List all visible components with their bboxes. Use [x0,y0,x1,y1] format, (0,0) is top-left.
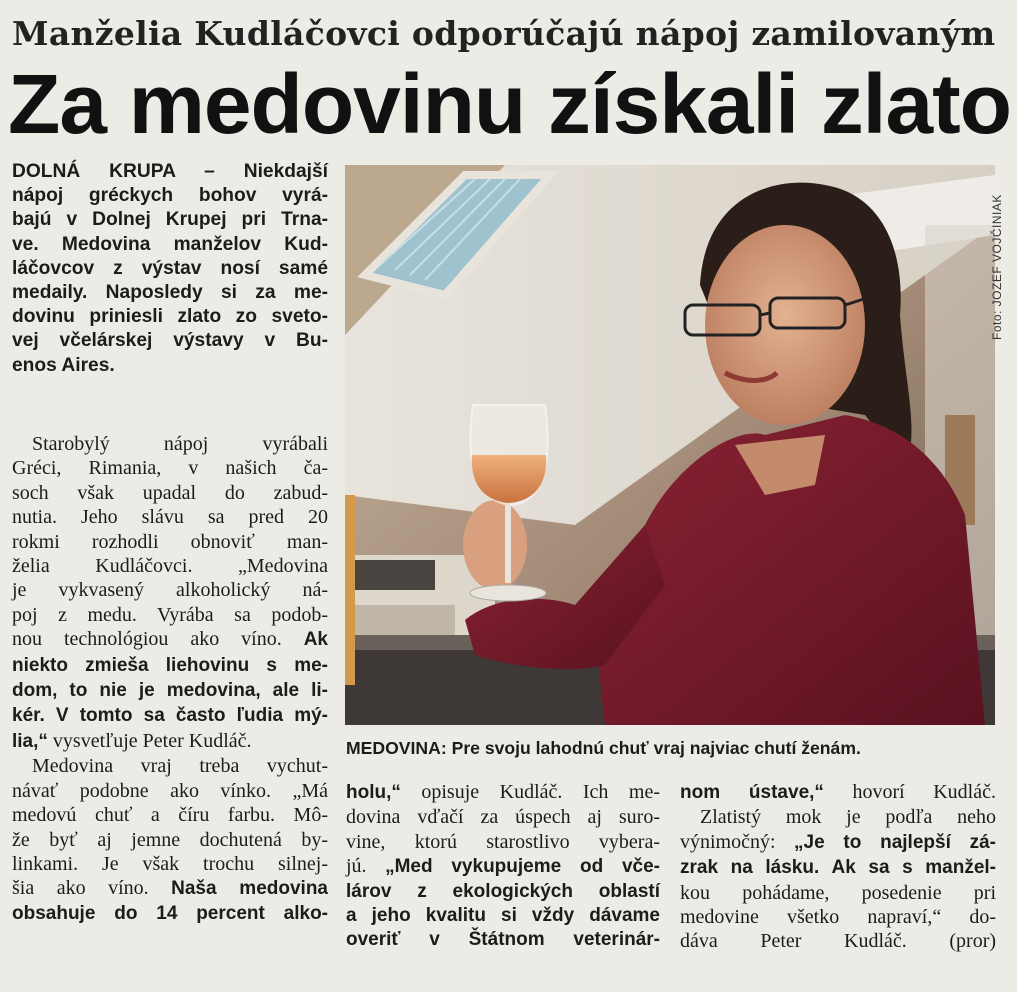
text-line: medovú chuť a číru farbu. Mô- [12,804,328,827]
text-line [12,678,328,703]
text: výnimočný: [680,830,776,853]
bold-text: Ak sa s manžel- [831,857,997,879]
column-2-bold-lines [346,880,660,929]
text-line: soch však upadal do zabud- [12,481,328,504]
bold-text: lia,“ [12,730,48,752]
column-3-line [680,780,996,805]
text-line: dovinu priniesli zlato zo sveto- [12,306,328,328]
text-line: medovine všetko napraví,“ do- [680,906,996,929]
text-line: rokmi rozhodli obnoviť man- [12,530,328,553]
text-line: a jeho kvalitu si vždy dávame [346,905,660,927]
text: opisuje Kudláč. Ich me- [421,781,660,803]
text-line: dovina vďačí za úspech aj suro- [346,806,660,829]
text-line: Medovina vraj treba vychut- [32,755,328,778]
text-line: bajú v Dolnej Krupej pri Trna- [12,209,328,231]
text-line: enos Aires. [12,354,115,376]
text-line: DOLNÁ KRUPA – Niekdajší [12,161,328,182]
text-line: ve. Medovina manželov Kud- [12,233,328,255]
column-2 [346,780,660,953]
column-2-line: overiť v Štátnom veterinár- [346,929,660,951]
attribution: vysvetľuje Peter Kudláč. [47,729,252,752]
photo [345,165,995,725]
text-line: poj z medu. Vyrába sa podob- [12,603,328,626]
lead-paragraph [12,160,328,378]
column-3-line [680,855,996,880]
signature: (pror) [949,930,997,953]
text-line: nou technológiou ako víno. Ak [12,628,328,651]
column-2-line [346,854,660,879]
text-line: obsahuje do 14 percent alko- [12,902,328,924]
column-1-paragraph-1 [12,432,328,653]
column-1 [12,432,328,926]
text: hovorí Kudláč. [852,781,996,803]
text-line: želia Kudláčovci. „Medovina [12,555,328,578]
text-line: láčovcov z výstav nosí samé [12,257,328,279]
kicker: Manželia Kudláčovci odporúčajú nápoj zamilovaným [12,14,996,53]
text-line: Gréci, Rimania, v našich ča- [12,457,328,480]
column-3 [680,780,996,954]
text-line [12,653,328,678]
text-line: Starobylý nápoj vyrábali [32,433,328,455]
text-line: nutia. Jeho slávu sa pred 20 [12,506,328,529]
woman-with-glass-photo [345,165,995,725]
bold-text: Ak [303,629,328,651]
bold-text: Naša medovina [171,878,328,900]
text-line: medaily. Naposledy si za me- [12,282,328,304]
column-3-line [680,929,996,953]
text-line: linkami. Je však trochu silnej- [12,852,328,875]
text: dáva Peter Kudláč. [680,930,907,953]
photo-caption [346,736,996,760]
bold-text: „Je to najlepší zá- [794,831,997,853]
column-2-line [346,780,660,805]
text-line: vine, ktorú starostlivo vybera- [346,830,660,853]
headline: Za medovinu získali zlato [8,57,1011,151]
text-line: že byť aj jemne dochutená by- [12,828,328,851]
text-line [12,703,328,728]
bold-text: holu,“ [346,782,401,803]
photo-credit: Foto: JOZEF VOJČINIAK [990,194,1004,340]
bold-text: „Med vykupujeme od vče- [385,856,661,878]
text: jú. [346,855,367,878]
text-line: lárov z ekologických oblastí [346,880,660,902]
bold-text: kér. V tomto sa často ľudia mý- [12,705,328,727]
bold-text: nom ústave,“ [680,782,824,803]
bold-text: zrak na lásku. [680,857,820,879]
text-line: je vykvasený alkoholický ná- [12,579,328,602]
bold-text: niekto zmieša liehovinu s me- [12,654,328,676]
text-line [12,729,328,754]
text-line: kou pohádame, posedenie pri [680,881,996,904]
column-2-lines [346,805,660,854]
text-line: vej včelárskej výstavy v Bu- [12,330,328,352]
text-line: šia ako víno. Naša medovina [12,877,328,900]
text-line: návať podobne ako vínko. „Má [12,779,328,802]
bold-text: dom, to nie je medovina, ale li- [12,680,328,702]
column-3-line [680,830,996,855]
caption-label: MEDOVINA: [346,738,447,758]
column-3-line: Zlatistý mok je podľa neho [700,806,996,829]
text-line: nápoj gréckych bohov vyrá- [12,185,328,207]
caption-text: Pre svoju lahodnú chuť vraj najviac chutí ženám. [451,738,861,758]
column-3-lines [680,881,996,930]
